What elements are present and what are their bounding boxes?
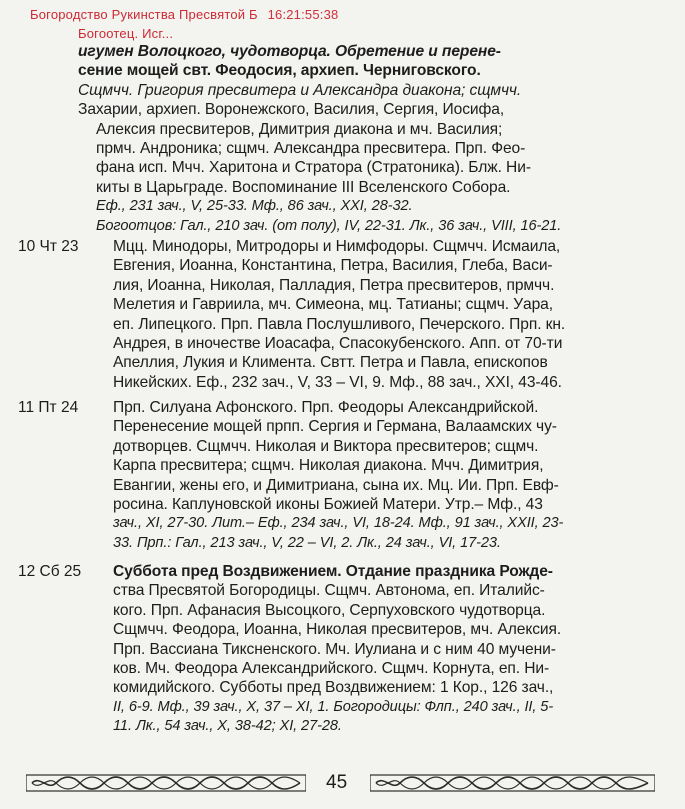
header-top-line: Богородство Рукинства Пресвятой Б <box>30 7 258 22</box>
line: Захарии, архиеп. Воронежского, Василия, Сергия, Иосифа, <box>78 101 505 119</box>
line: ства Пресвятой Богородицы. Сщмч. Автонома, еп. Италийс- <box>113 582 545 600</box>
header-stamp: 16:21:55:38 <box>267 7 339 22</box>
line: Алексия пресвитеров, Димитрия диакона и мч. Василия; <box>96 120 503 138</box>
line: прмч. Андроника; сщмч. Александра пресвитера. Прп. Фео- <box>96 140 526 158</box>
line: Евангии, жены его, и Димитриана, сына их. Мц. Ии. Прп. Евф- <box>113 476 559 494</box>
entry-text <box>113 562 666 737</box>
line: II, 6-9. Мф., 39 зач., X, 37 – XI, 1. Богородицы: Флп., 240 зач., II, 5- <box>113 698 554 715</box>
line: Прп. Вассиана Тиксненского. Мч. Иулиана и с ним 40 мучени- <box>113 640 556 658</box>
line: Андрея, в иночестве Иоасафа, Спасокубенского. Апп. от 70-ти <box>113 335 563 353</box>
line: зач., XI, 27-30. Лит.– Еф., 234 зач., VI, 18-24. Мф., 91 зач., XXII, 23- <box>113 515 564 532</box>
ornament-right <box>370 773 655 793</box>
line: Карпа пресвитера; сщмч. Николая диакона. Мчч. Димитрия, <box>113 457 544 475</box>
line: росина. Каплуновской иконы Божией Матери. Утр.– Мф., 43 <box>113 496 543 514</box>
entry-date: 12 Сб 25 <box>18 563 82 580</box>
line: Еф., 231 зач., V, 25-33. Мф., 86 зач., XXI, 28-32. <box>96 198 413 215</box>
line: Мцц. Минодоры, Митродоры и Нимфодоры. Сщмчч. Исмаила, <box>113 238 561 255</box>
line: 11. Лк., 54 зач., X, 38-42; XI, 27-28. <box>113 718 342 735</box>
page-number: 45 <box>326 772 348 793</box>
line: Сщмчч. Григория пресвитера и Александра диакона; сщмчч. <box>78 81 522 99</box>
line: кого. Прп. Афанасия Высоцкого, Серпуховского чудотворца. <box>113 601 546 619</box>
line: Перенесение мощей прпп. Сергия и Германа, Валаамских чу- <box>113 418 557 436</box>
header-second-line: Богоотец. Исг... <box>78 26 174 41</box>
entry-text <box>113 237 666 392</box>
line: Мелетия и Гавриила, мч. Симеона, мц. Татианы; сщмч. Уара, <box>113 296 553 314</box>
line: лия, Иоанна, Николая, Палладия, Петра пресвитеров, прмчч. <box>113 276 555 294</box>
line: Прп. Силуана Афонского. Прп. Феодоры Александрийской. <box>113 399 539 416</box>
line: киты в Царьграде. Воспоминание III Вселенского Собора. <box>96 178 511 196</box>
entry-date: 10 Чт 23 <box>18 238 79 255</box>
line: 33. Прп.: Гал., 213 зач., V, 22 – VI, 2. Лк., 24 зач., VI, 17-23. <box>113 534 501 551</box>
line: ков. Мч. Феодора Александрийского. Сщмч. Корнута, еп. Ни- <box>113 660 550 678</box>
line: Апеллия, Лукия и Климента. Свтт. Петра и Павла, епископов <box>113 354 548 372</box>
entry-text <box>78 26 648 236</box>
ornament-left <box>26 773 306 793</box>
line: Никейских. Еф., 232 зач., V, 33 – VI, 9. Мф., 88 зач., XXI, 43-46. <box>113 373 562 391</box>
line: дотворцев. Сщмчч. Николая и Виктора пресвитеров; сщмч. <box>113 437 539 455</box>
line: сение мощей свт. Феодосия, архиеп. Черниговского. <box>78 62 481 80</box>
line: Сщмчч. Феодора, Иоанна, Николая пресвитеров, мч. Алексия. <box>113 621 562 639</box>
entry-text <box>113 398 666 553</box>
header-strip <box>30 6 590 24</box>
line: игумен Волоцкого, чудотворца. Обретение и перене- <box>78 43 501 60</box>
line: еп. Липецкого. Прп. Павла Послушливого, Печерского. Прп. кн. <box>113 315 566 333</box>
line: Евгения, Иоанна, Константина, Петра, Василия, Глеба, Васи- <box>113 257 553 275</box>
entry-date: 11 Пт 24 <box>18 399 79 416</box>
line: фана исп. Мчч. Харитона и Стратора (Стратоника). Блж. Ни- <box>96 159 531 177</box>
line: Суббота пред Воздвижением. Отдание праздника Рожде- <box>113 563 553 580</box>
line: Богоотцов: Гал., 210 зач. (от полу), IV, 22-31. Лк., 36 зач., VIII, 16-21. <box>96 217 562 234</box>
line: комидийского. Субботы пред Воздвижением: 1 Кор., 126 зач., <box>113 679 554 697</box>
